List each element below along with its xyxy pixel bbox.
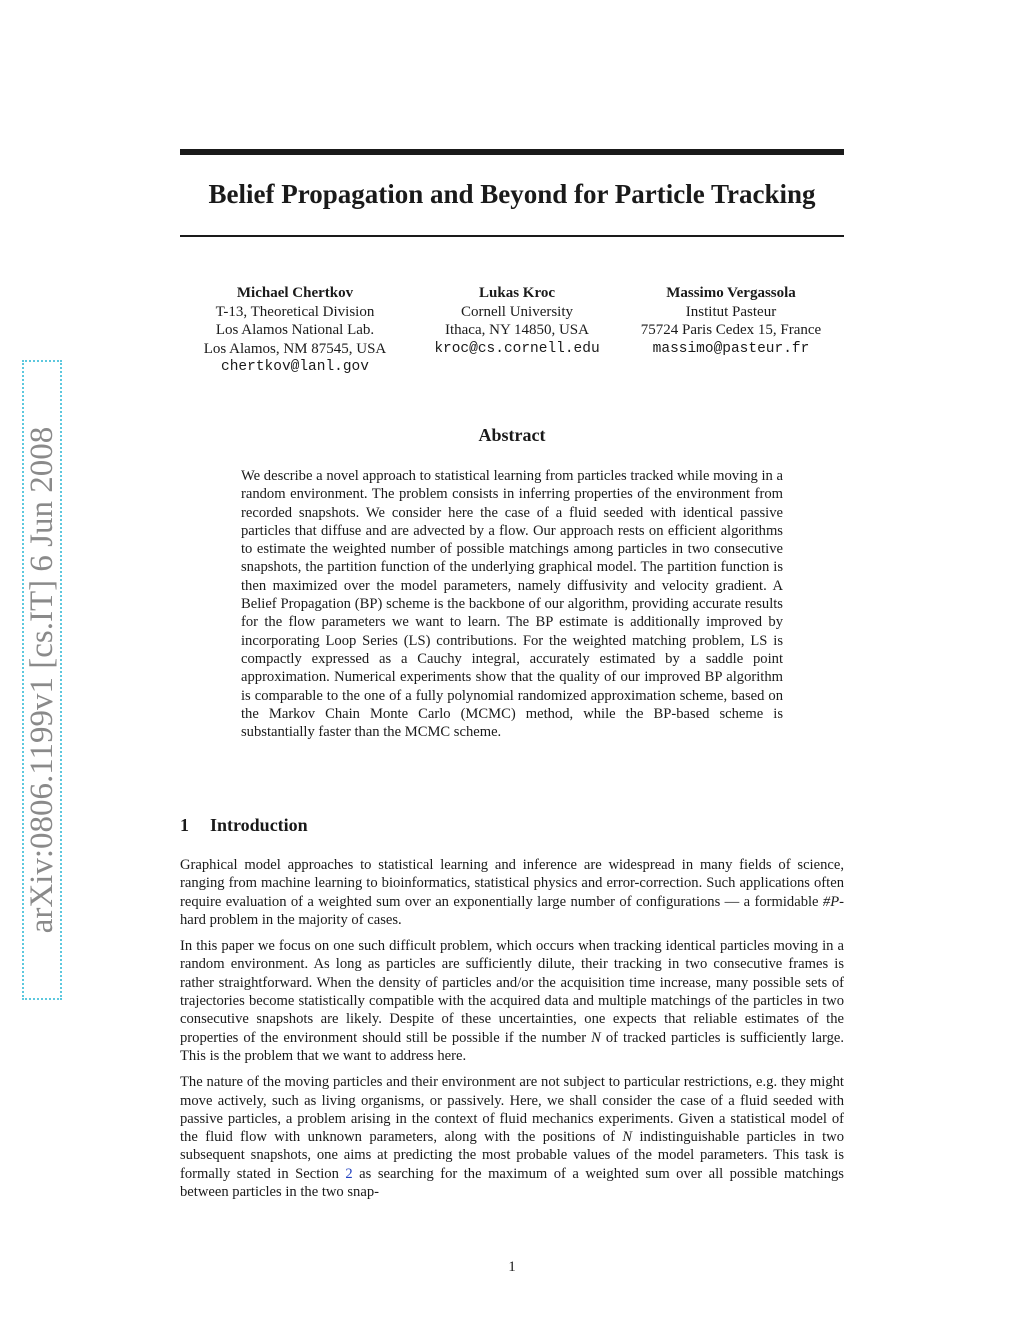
author-name: Michael Chertkov xyxy=(236,285,354,301)
title-rule-bottom xyxy=(180,235,844,237)
text-run: as searching for the maximum of a weighted sum over all possible matchings between particles in the two snap- xyxy=(180,1165,844,1201)
text-run: Graphical model approaches to statistical learning and inference are widespread in many fields of science, ranging from machine learning to bioinformatics, statistical physics and error-correction. Such applications often require evaluation of a weighted sum over an exponentially large number of configurations — a formidable xyxy=(180,857,844,910)
text-run: of tracked particles is sufficiently large. This is the problem that we want to address here. xyxy=(180,1029,844,1064)
author-kroc xyxy=(402,284,632,358)
title-rule-top xyxy=(180,149,844,155)
paragraph xyxy=(180,856,844,929)
section-reference-link[interactable]: 2 xyxy=(345,1165,353,1182)
paragraph xyxy=(180,937,844,1065)
math-symbol: #P xyxy=(822,893,840,910)
author-affiliation: Los Alamos National Lab. xyxy=(215,322,375,338)
abstract-text: We describe a novel approach to statistical learning from particles tracked while moving in a random environment. The problem consists in inferring properties of the environment from recorded snapshots. We consider here the case of a fluid seeded with identical passive particles that diffuse and are advected by a flow. Our approach rests on efficient algorithms to estimate the weighted number of possible matchings among particles in two consecutive snapshots, the partition function of the underlying graphical model. The partition function is then maximized over the model parameters, namely diffusivity and velocity gradient. A Belief Propagation (BP) scheme is the backbone of our algorithm, providing accurate results for the flow parameters we want to learn. The BP estimate is additionally improved by incorporating Loop Series (LS) contributions. For the weighted matching problem, LS is compactly expressed as a Cauchy integral, accurately estimated by a saddle point approximation. Numerical experiments show that the quality of our improved BP algorithm is comparable to the one of a fully polynomial randomized approximation scheme, based on the Markov Chain Monte Carlo (MCMC) method, while the BP-based scheme is substantially faster than the MCMC scheme. xyxy=(241,468,783,741)
author-affiliation: Institut Pasteur xyxy=(685,303,777,320)
author-affiliation: Cornell University xyxy=(460,303,574,320)
text-run: In this paper we focus on one such difficult problem, which occurs when tracking identical particles moving in a random environment. As long as particles are sufficiently dilute, their tracking in two consecutive frames is rather straightforward. When the density of particles and/or the acquisition time increase, many possible sets of trajectories become statistically compatible with the acquired data and multiple matchings of the particles in two consecutive snapshots are likely. Despite of these uncertainties, one expects that reliable estimates of the properties of the environment should still be possible if the number xyxy=(180,938,844,1046)
page-number: 1 xyxy=(508,1259,516,1275)
abstract-heading: Abstract xyxy=(478,425,546,445)
paragraph xyxy=(180,1073,844,1201)
author-affiliation: T-13, Theoretical Division xyxy=(215,303,375,320)
introduction-body xyxy=(180,856,844,1209)
text-run: indistinguishable particles in two subsequent snapshots, one aims at predicting the most probable values of the model parameters. This task is formally stated in Section xyxy=(180,1129,844,1182)
author-email[interactable]: massimo@pasteur.fr xyxy=(652,340,810,357)
author-block xyxy=(180,284,844,384)
section-number: 1 xyxy=(180,815,189,835)
author-address: Los Alamos, NM 87545, USA xyxy=(203,340,387,357)
arxiv-stamp: arXiv:0806.1199v1 [cs.IT] 6 Jun 2008 xyxy=(22,360,62,1000)
math-symbol: N xyxy=(591,1029,601,1046)
author-email[interactable]: chertkov@lanl.gov xyxy=(221,359,369,375)
author-name: Massimo Vergassola xyxy=(666,285,796,301)
section-title: Introduction xyxy=(210,815,308,835)
section-heading-introduction xyxy=(180,814,308,836)
math-symbol: N xyxy=(622,1129,633,1146)
author-address: 75724 Paris Cedex 15, France xyxy=(640,322,822,338)
author-vergassola xyxy=(616,284,846,358)
text-run: -hard problem in the majority of cases. xyxy=(180,893,844,928)
author-chertkov xyxy=(180,284,410,377)
paper-title: Belief Propagation and Beyond for Particle Tracking xyxy=(208,179,816,209)
author-email[interactable]: kroc@cs.cornell.edu xyxy=(434,340,600,357)
author-address: Ithaca, NY 14850, USA xyxy=(444,322,589,338)
author-name: Lukas Kroc xyxy=(479,285,555,301)
text-run: The nature of the moving particles and their environment are not subject to particular restrictions, e.g. they might move actively, such as living organisms, or passively. Here, we shall consider the case of a fluid seeded with passive particles, a problem arising in the context of fluid mechanics experiments. Given a statistical model of the fluid flow with unknown parameters, along with the positions of xyxy=(180,1074,844,1146)
